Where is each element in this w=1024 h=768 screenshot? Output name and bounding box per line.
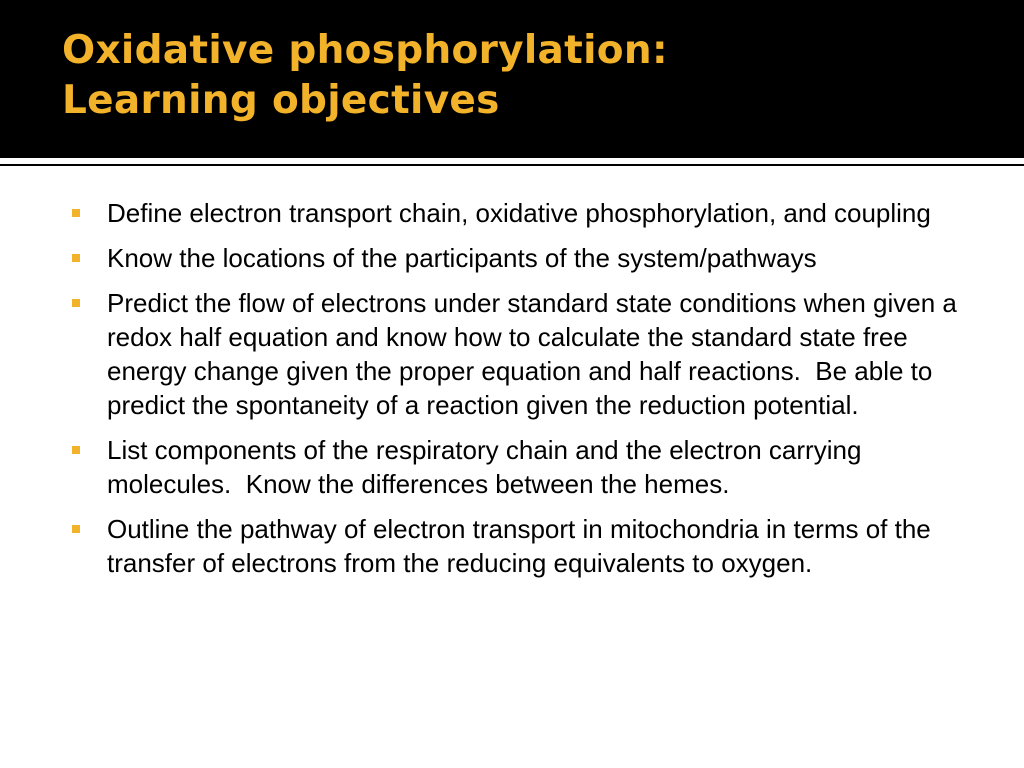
objective-item (70, 433, 970, 501)
objective-text: List components of the respiratory chain and the electron carrying molecules. Know the differences between the hemes. (107, 435, 869, 499)
square-bullet-icon (72, 446, 80, 454)
objective-text: Outline the pathway of electron transport in mitochondria in terms of the transfer of electrons from the reducing equivalents to oxygen. (107, 514, 931, 578)
objective-text: Know the locations of the participants of the system/pathways (107, 243, 817, 273)
objective-item (70, 286, 970, 422)
square-bullet-icon (72, 525, 80, 533)
objective-item (70, 196, 970, 230)
objectives-list (70, 196, 970, 591)
title-divider (0, 158, 1024, 166)
slide-title-line-2: Learning objectives (62, 78, 500, 123)
objective-item (70, 241, 970, 275)
title-band (0, 0, 1024, 158)
square-bullet-icon (72, 254, 80, 262)
slide-title (62, 26, 668, 126)
objective-item (70, 512, 970, 580)
square-bullet-icon (72, 209, 80, 217)
objective-text: Define electron transport chain, oxidative phosphorylation, and coupling (107, 198, 931, 228)
square-bullet-icon (72, 299, 80, 307)
slide-title-line-1: Oxidative phosphorylation: (62, 28, 668, 73)
objective-text: Predict the flow of electrons under standard state conditions when given a redox half equation and know how to calculate the standard state free energy change given the proper equation and half reactions. Be able to predict the spontaneity of a reaction given the reduction potential. (107, 288, 965, 420)
